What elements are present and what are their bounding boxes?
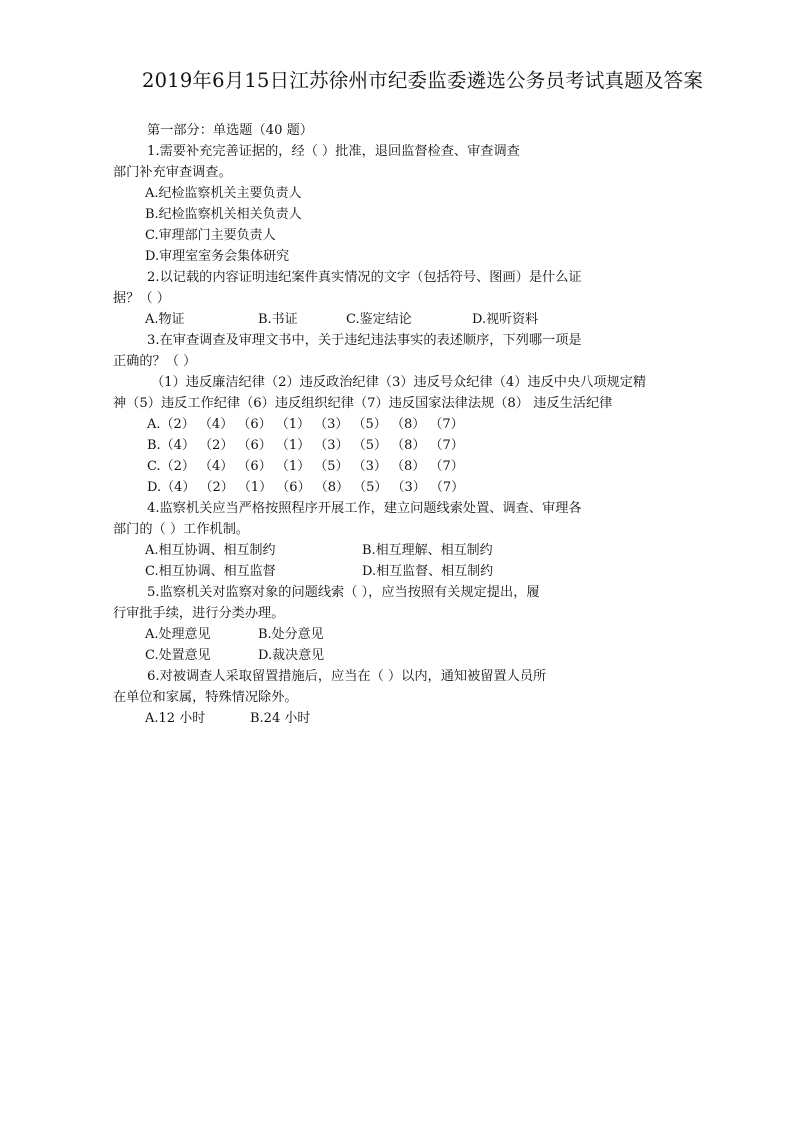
question-3-stem-line-1: 3.在审查调查及审理文书中，关于违纪违法事实的表述顺序，下列哪一项是	[147, 333, 582, 348]
question-3-option-a: A.（2） （4） （6） （1） （3） （5） （8） （7）	[147, 417, 464, 432]
question-5-stem-line-2: 行审批手续，进行分类办理。	[113, 606, 285, 621]
question-1-stem-line-2: 部门补充审查调查。	[113, 165, 232, 180]
question-4-option-c: C.相互协调、相互监督	[145, 564, 276, 579]
question-1-option-c: C.审理部门主要负责人	[145, 228, 276, 243]
question-6-options-row-1	[0, 710, 794, 728]
question-5-options-row-1	[0, 626, 794, 644]
question-4-option-b: B.相互理解、相互制约	[362, 543, 493, 558]
question-1-stem-line-1: 1.需要补充完善证据的，经（ ）批准，退回监督检查、审查调查	[147, 144, 520, 159]
question-2-option-a: A.物证	[145, 312, 185, 327]
question-2-stem-line-1: 2.以记载的内容证明违纪案件真实情况的文字（包括符号、图画）是什么证	[147, 270, 582, 285]
question-3-option-b: B.（4） （2） （6） （1） （3） （5） （8） （7）	[147, 438, 464, 453]
question-4-option-d: D.相互监督、相互制约	[362, 564, 494, 579]
question-1-option-a: A.纪检监察机关主要负责人	[145, 186, 302, 201]
question-4-stem-line-2: 部门的（ ）工作机制。	[113, 522, 250, 537]
question-3-option-d: D.（4） （2） （1） （6） （8） （5） （3） （7）	[147, 480, 465, 495]
question-2-options-row	[0, 311, 794, 329]
question-2-option-d: D.视听资料	[472, 312, 539, 327]
question-1-option-b: B.纪检监察机关相关负责人	[145, 207, 302, 222]
question-6-option-a: A.12 小时	[145, 711, 206, 726]
question-3-stem-line-3: （1）违反廉洁纪律（2）违反政治纪律（3）违反号众纪律（4）违反中央八项规定精	[151, 375, 647, 390]
question-3-option-c: C.（2） （4） （6） （1） （5） （3） （8） （7）	[147, 459, 464, 474]
question-5-option-d: D.裁决意见	[258, 648, 325, 663]
question-4-option-a: A.相互协调、相互制约	[145, 543, 276, 558]
question-2-option-c: C.鉴定结论	[346, 312, 412, 327]
question-3-stem-line-2: 正确的？（ ）	[113, 354, 197, 369]
question-5-option-c: C.处置意见	[145, 648, 211, 663]
document-title: 2019年6月15日江苏徐州市纪委监委遴选公务员考试真题及答案	[142, 69, 704, 92]
question-4-stem-line-1: 4.监察机关应当严格按照程序开展工作，建立问题线索处置、调查、审理各	[147, 501, 582, 516]
question-4-options-row-1	[0, 542, 794, 560]
question-6-stem-line-2: 在单位和家属，特殊情况除外。	[113, 690, 298, 705]
question-2-stem-line-2: 据？（ ）	[113, 291, 170, 306]
question-5-stem-line-1: 5.监察机关对监察对象的问题线索（ ），应当按照有关规定提出，履	[147, 585, 540, 600]
section-heading: 第一部分：单选题（40 题）	[147, 123, 314, 138]
question-2-option-b: B.书证	[258, 312, 298, 327]
question-5-option-a: A.处理意见	[145, 627, 211, 642]
question-4-options-row-2	[0, 563, 794, 581]
question-5-option-b: B.处分意见	[258, 627, 324, 642]
question-6-stem-line-1: 6.对被调查人采取留置措施后，应当在（ ）以内，通知被留置人员所	[147, 669, 547, 684]
question-5-options-row-2	[0, 647, 794, 665]
question-3-stem-line-4: 神（5）违反工作纪律（6）违反组织纪律（7）违反国家法律法规（8） 违反生活纪律	[113, 396, 613, 411]
question-6-option-b: B.24 小时	[250, 711, 311, 726]
question-1-option-d: D.审理室室务会集体研究	[145, 249, 290, 264]
